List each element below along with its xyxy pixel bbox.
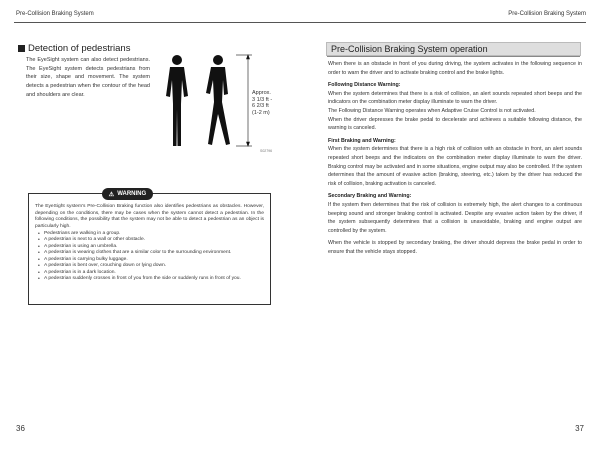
warning-list-item: • A pedestrian is carrying bulky luggage. [35, 257, 264, 264]
page-number: 37 [575, 424, 584, 433]
warning-list-item: • A pedestrian is wearing clothes that are a similar color to the surrounding environment. [35, 250, 264, 257]
warning-list-item: • A pedestrian is in a dark location. [35, 270, 264, 277]
paragraph: When the driver depresses the brake pedal to decelerate and achieves a suitable following distance, the warning is canceled. [328, 116, 582, 132]
running-header: Pre-Collision Braking System [508, 11, 586, 17]
header-rule [14, 22, 300, 23]
warning-triangle-icon: ⚠ [108, 191, 115, 198]
subheading-first-braking: First Braking and Warning: [328, 137, 396, 144]
section-title [18, 43, 130, 54]
warning-badge-label: WARNING [117, 191, 147, 197]
right-page [300, 0, 600, 450]
warning-list-item: • A pedestrian is next to a wall or other obstacle. [35, 237, 264, 244]
warning-box [28, 193, 271, 305]
figure-code: S02796 [260, 149, 273, 153]
intro-paragraph: When there is an obstacle in front of you during driving, the system activates in the following sequence in order to warn the driver and to activate braking control and the brake lights. [328, 61, 582, 76]
dimension-label: Approx. 3 1/3 ft - 6 2/3 ft (1-2 m) [252, 90, 273, 116]
section-body [328, 60, 582, 256]
paragraph: When the vehicle is stopped by secondary braking, the driver should depress the brake pedal in order to ensure that the vehicle stays stopped. [328, 240, 582, 255]
warning-list-item: • A pedestrian suddenly crosses in front of you from the side or suddenly runs in front of you. [35, 276, 264, 283]
warning-list-item: • A pedestrian is bent over, crouching down or lying down. [35, 263, 264, 270]
section-title-bar: Pre-Collision Braking System operation [326, 42, 581, 56]
header-rule [300, 22, 586, 23]
warning-list-item: • Pedestrians are walking in a group. [35, 231, 264, 238]
square-bullet-icon [18, 45, 25, 52]
pedestrian-figure [160, 54, 278, 150]
paragraph: When the system determines that there is a risk of collision, an alert sounds repeated short beeps and the indicators on the combination meter display illuminate to warn the driver. [328, 90, 582, 106]
warning-intro: The EyeSight system's Pre-Collision Braking function also identifies pedestrians as obstacles. However, depending on the conditions, there may be cases when the system cannot detect a pedestrian. In the following conditions, the possibility that the system may not be able to detect a pedestrian as an object is particularly high. [35, 204, 264, 229]
section-body: The EyeSight system can also detect pedestrians. The EyeSight system detects pedestrians from their size, shape and movement. The system detects a pedestrian when the contour of the head and shoulders are clear. [26, 57, 150, 98]
warning-list [35, 231, 264, 283]
paragraph: If the system then determines that the risk of collision is extremely high, the alert changes to a continuous beeping sound and stronger braking control is activated. Despite any evasive action taken by the driver, if the system subsequently determines that a collision is unavoidable, braking and engine output are controlled by the system. [328, 201, 582, 234]
subheading-following: Following Distance Warning: [328, 82, 401, 89]
section-title-text: Detection of pedestrians [28, 43, 131, 54]
running-header: Pre-Collision Braking System [16, 11, 94, 17]
paragraph: The Following Distance Warning operates when Adaptive Cruise Control is not activated. [328, 107, 536, 114]
page-number: 36 [16, 424, 25, 433]
warning-list-item: • A pedestrian is using an umbrella. [35, 244, 264, 251]
paragraph: When the system determines that there is a high risk of collision with an obstacle in front, an alert sounds repeated short beeps and the indicators on the combination meter display illuminate to warn the driver. Braking control may be activated and in some situations, engine output may also be controlled. If the system determines that the amount of evasive action (braking, steering, etc.) taken by the driver has reduced the risk of collision, braking activation is canceled. [328, 146, 582, 187]
subheading-secondary-braking: Secondary Braking and Warning: [328, 193, 412, 200]
warning-badge [102, 188, 153, 200]
